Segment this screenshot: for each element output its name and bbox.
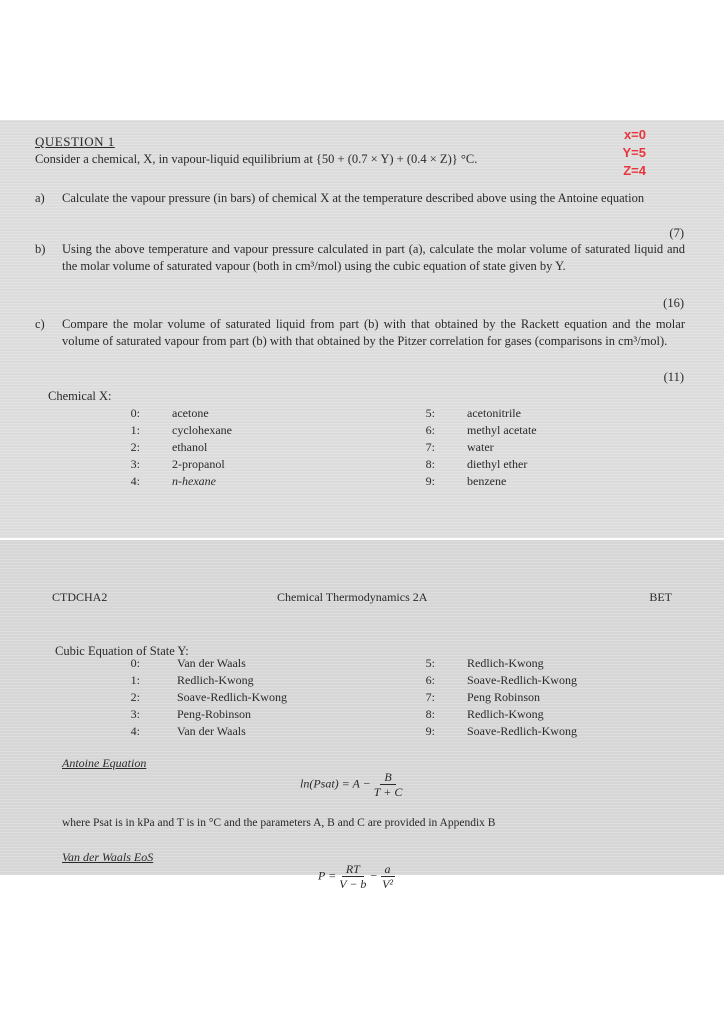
list-item: 2: Soave-Redlich-Kwong xyxy=(130,690,287,704)
chemical-list-title: Chemical X: xyxy=(48,389,112,403)
question-intro: Consider a chemical, X, in vapour-liquid equilibrium at {50 + (0.7 × Y) + (0.4 × Z)} °C. xyxy=(35,152,478,166)
part-c-marks: (11) xyxy=(663,370,684,384)
list-item: 5: acetonitrile xyxy=(425,406,521,420)
antoine-equation xyxy=(300,770,402,799)
list-item: 1: cyclohexane xyxy=(130,423,232,437)
part-b-text: Using the above temperature and vapour pressure calculated in part (a), calculate the molar volume of saturated liquid and the molar volume of saturated vapour (both in cm³/mol) using the cubic equation of state given by Y. xyxy=(62,242,685,273)
list-item: 9: Soave-Redlich-Kwong xyxy=(425,724,577,738)
list-item: 6: methyl acetate xyxy=(425,423,537,437)
chemical-list-right xyxy=(415,406,537,491)
part-a-label: a) xyxy=(35,191,45,205)
vdw-fraction-2: $\frac{a}{\text{V²}}$ xyxy=(382,862,394,891)
variable-x: x=0 xyxy=(623,127,646,142)
course-code: CTDCHA2 xyxy=(52,590,108,604)
part-b xyxy=(35,241,685,275)
part-b-marks: (16) xyxy=(663,296,684,310)
antoine-lhs: ln(Psat) = A − xyxy=(300,776,371,791)
cubic-list-right xyxy=(415,656,577,741)
cubic-list-left xyxy=(120,656,287,741)
list-item: 0: acetone xyxy=(130,406,209,420)
part-c-label: c) xyxy=(35,317,45,331)
part-b-label: b) xyxy=(35,242,46,256)
vdw-fraction-1: $\frac{RT}{V - b}$ xyxy=(339,862,367,891)
list-item: 7: water xyxy=(425,440,494,454)
part-a-text: Calculate the vapour pressure (in bars) of chemical X at the temperature described above using the Antoine equation xyxy=(62,191,645,205)
cubic-eos-title: Cubic Equation of State Y: xyxy=(55,644,189,658)
course-name: Chemical Thermodynamics 2A xyxy=(277,590,428,604)
variable-y: Y=5 xyxy=(622,145,646,160)
header-right-label: BET xyxy=(649,590,672,604)
list-item: 8: diethyl ether xyxy=(425,457,528,471)
list-item: 3: Peng-Robinson xyxy=(130,707,252,721)
list-item: 8: Redlich-Kwong xyxy=(425,707,544,721)
variable-z: Z=4 xyxy=(623,163,646,178)
antoine-where-note: where Psat is in kPa and T is in °C and the parameters A, B and C are provided in Appendix B xyxy=(62,817,496,829)
list-item: 3: 2-propanol xyxy=(130,457,225,471)
list-item: 5: Redlich-Kwong xyxy=(425,656,544,670)
question-title: QUESTION 1 xyxy=(35,134,115,149)
variables-note xyxy=(623,126,647,180)
list-item: 7: Peng Robinson xyxy=(425,690,541,704)
list-item: 9: benzene xyxy=(425,474,507,488)
vdw-title: Van der Waals EoS xyxy=(62,850,154,864)
list-item: 6: Soave-Redlich-Kwong xyxy=(425,673,577,687)
list-item: 2: ethanol xyxy=(130,440,208,454)
antoine-fraction: $\frac{B}{T + C}$ xyxy=(373,770,403,799)
chemical-list-left xyxy=(120,406,232,491)
list-item: 0: Van der Waals xyxy=(130,656,246,670)
vdw-equation: P = $\frac{RT}{V - b}$ − $\frac{a}{\text{V²}}$ xyxy=(318,862,394,891)
antoine-title: Antoine Equation xyxy=(62,756,147,770)
part-c-text: Compare the molar volume of saturated liquid from part (b) with that obtained by the Rackett equation and the molar volume of saturated vapour from part (b) with that obtained by the Pitzer correlation for gases (comparisons in cm³/mol). xyxy=(62,317,685,348)
part-a xyxy=(35,190,685,207)
list-item: 4: Van der Waals xyxy=(130,724,246,738)
part-c xyxy=(35,316,685,350)
list-item: 4: n-hexane xyxy=(130,474,216,488)
list-item: 1: Redlich-Kwong xyxy=(130,673,254,687)
part-a-marks: (7) xyxy=(669,226,684,240)
